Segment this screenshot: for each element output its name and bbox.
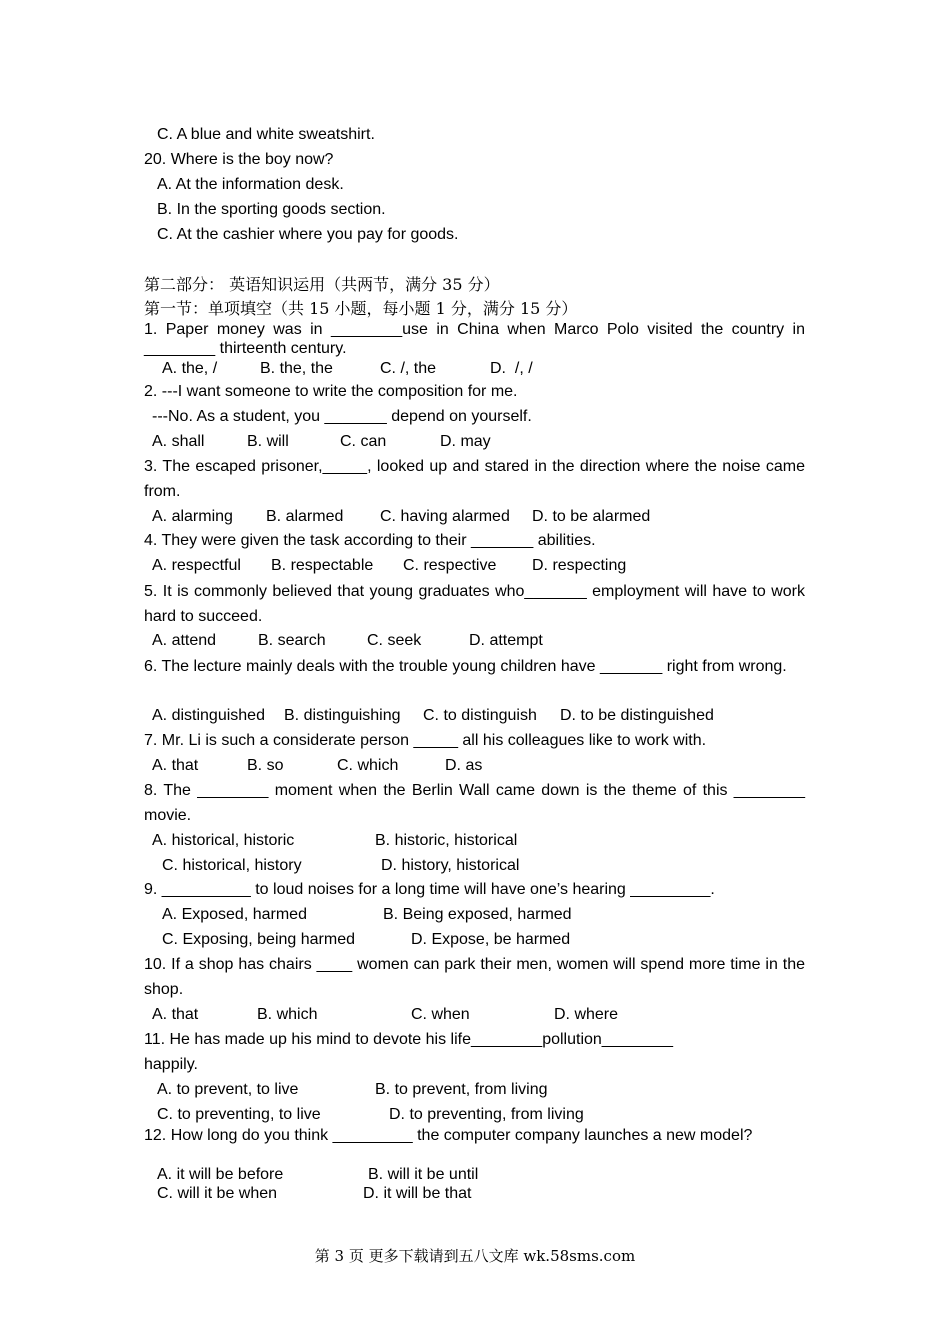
q20-option-b: B. In the sporting goods section. (157, 201, 386, 218)
q8-option-b: B. historic, historical (375, 832, 518, 849)
q5-stem: 5. It is commonly believed that young graduates who_______ employment will have to work hard to succeed. (144, 583, 805, 625)
q3-option-d: D. to be alarmed (532, 508, 651, 525)
q8-option-a: A. historical, historic (152, 832, 295, 849)
q6-option-a: A. distinguished (152, 707, 265, 724)
q9-option-b: B. Being exposed, harmed (383, 906, 572, 923)
q6-option-d: D. to be distinguished (560, 707, 714, 724)
q7-option-c: C. which (337, 757, 399, 774)
q7-stem: 7. Mr. Li is such a considerate person _____ all his colleagues like to work with. (144, 732, 707, 749)
q9-option-d: D. Expose, be harmed (411, 931, 571, 948)
q2-stem: 2. ---I want someone to write the composition for me. (144, 383, 518, 400)
q2-option-c: C. can (340, 433, 387, 450)
q2-option-b: B. will (247, 433, 289, 450)
q10-option-c: C. when (411, 1006, 470, 1023)
q11-stem: 11. He has made up his mind to devote his life________pollution________ (144, 1031, 673, 1048)
q4-option-a: A. respectful (152, 557, 241, 574)
q10-stem: 10. If a shop has chairs ____ women can park their men, women will spend more time in the shop. (144, 956, 805, 998)
q1-option-d: D. /, / (490, 360, 533, 377)
q10-option-b: B. which (257, 1006, 318, 1023)
q5-option-b: B. search (258, 632, 326, 649)
part2-heading: 第二部分： 英语知识运用（共两节，满分 35 分） (144, 275, 500, 294)
section1-heading: 第一节：单项填空（共 15 小题，每小题 1 分，满分 15 分） (144, 299, 578, 318)
q5-option-c: C. seek (367, 632, 422, 649)
q1-option-a: A. the, / (162, 360, 218, 377)
q1-stem: 1. Paper money was in ________use in China when Marco Polo visited the country in ________ thirteenth century. (144, 321, 805, 357)
q11-option-d: D. to preventing, from living (389, 1106, 584, 1123)
q1-option-b: B. the, the (260, 360, 333, 377)
q6-option-b: B. distinguishing (284, 707, 401, 724)
q7-option-a: A. that (152, 757, 199, 774)
q11-stem-line2: happily. (144, 1056, 198, 1073)
q6-option-c: C. to distinguish (423, 707, 537, 724)
q2-option-a: A. shall (152, 433, 205, 450)
q9-stem: 9. __________ to loud noises for a long time will have one’s hearing _________. (144, 881, 715, 898)
q20-stem: 20. Where is the boy now? (144, 151, 334, 168)
page-footer: 第 3 页 更多下载请到五八文库 wk.58sms.com (314, 1247, 636, 1265)
q19-option-c: C. A blue and white sweatshirt. (157, 126, 375, 143)
q7-option-b: B. so (247, 757, 284, 774)
q12-stem: 12. How long do you think _________ the computer company launches a new model? (144, 1127, 753, 1144)
q12-option-b: B. will it be until (368, 1166, 479, 1183)
q7-option-d: D. as (445, 757, 483, 774)
q4-option-b: B. respectable (271, 557, 374, 574)
q4-option-d: D. respecting (532, 557, 627, 574)
q12-option-d: D. it will be that (363, 1185, 472, 1202)
q9-option-c: C. Exposing, being harmed (162, 931, 355, 948)
q12-option-a: A. it will be before (157, 1166, 284, 1183)
q2-stem-line2: ---No. As a student, you _______ depend on yourself. (152, 408, 532, 425)
q3-option-c: C. having alarmed (380, 508, 510, 525)
q6-stem: 6. The lecture mainly deals with the trouble young children have _______ right from wrong. (144, 658, 787, 675)
q11-option-b: B. to prevent, from living (375, 1081, 548, 1098)
q11-option-c: C. to preventing, to live (157, 1106, 321, 1123)
q5-option-a: A. attend (152, 632, 217, 649)
q9-option-a: A. Exposed, harmed (162, 906, 307, 923)
q2-option-d: D. may (440, 433, 491, 450)
q8-stem: 8. The ________ moment when the Berlin Wall came down is the theme of this ________ movie. (144, 782, 805, 824)
q8-option-c: C. historical, history (162, 857, 302, 874)
q4-stem: 4. They were given the task according to their _______ abilities. (144, 532, 596, 549)
q20-option-c: C. At the cashier where you pay for goods. (157, 226, 459, 243)
q20-option-a: A. At the information desk. (157, 176, 344, 193)
q11-option-a: A. to prevent, to live (157, 1081, 299, 1098)
q10-option-d: D. where (554, 1006, 619, 1023)
q12-option-c: C. will it be when (157, 1185, 278, 1202)
q8-option-d: D. history, historical (381, 857, 520, 874)
q10-option-a: A. that (152, 1006, 199, 1023)
q4-option-c: C. respective (403, 557, 497, 574)
q5-option-d: D. attempt (469, 632, 543, 649)
q3-option-b: B. alarmed (266, 508, 344, 525)
q3-option-a: A. alarming (152, 508, 233, 525)
q1-option-c: C. /, the (380, 360, 437, 377)
q3-stem: 3. The escaped prisoner,_____, looked up and stared in the direction where the noise came from. (144, 458, 805, 500)
